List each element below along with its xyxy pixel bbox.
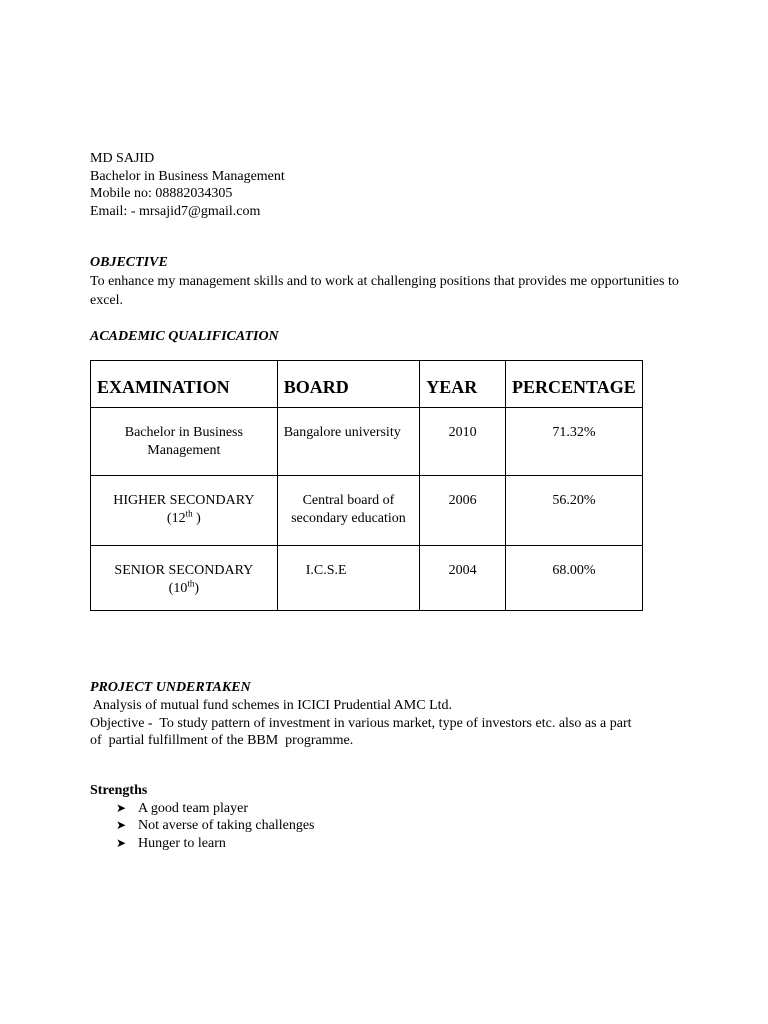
table-cell bbox=[420, 476, 506, 546]
column-header: BOARD bbox=[277, 361, 420, 408]
strengths-list bbox=[90, 800, 690, 853]
project-title: Analysis of mutual fund schemes in ICICI Prudential AMC Ltd. bbox=[90, 698, 453, 713]
objective-heading: OBJECTIVE bbox=[90, 255, 168, 270]
table-cell bbox=[506, 546, 643, 611]
table-cell bbox=[277, 476, 420, 546]
table-cell bbox=[277, 408, 420, 476]
table-row bbox=[91, 476, 643, 546]
board-name: Bangalore university bbox=[283, 425, 401, 440]
strength-text: Not averse of taking challenges bbox=[138, 818, 315, 833]
table-cell bbox=[420, 408, 506, 476]
objective-text: To enhance my management skills and to work at challenging positions that provides me opportunities to excel. bbox=[90, 274, 679, 308]
exam-year: 2004 bbox=[448, 563, 477, 578]
resume-page bbox=[90, 150, 690, 852]
exam-percentage: 68.00% bbox=[552, 563, 596, 578]
table-cell bbox=[277, 546, 420, 611]
board-name-cont: secondary education bbox=[291, 511, 406, 526]
objective-section bbox=[90, 254, 690, 310]
academic-table bbox=[90, 360, 643, 611]
board-name: I.C.S.E bbox=[305, 563, 347, 578]
exam-percentage: 71.32% bbox=[552, 425, 596, 440]
table-cell bbox=[91, 408, 278, 476]
project-objective-line2: of partial fulfillment of the BBM programme. bbox=[90, 733, 354, 748]
strengths-heading: Strengths bbox=[90, 782, 148, 798]
table-cell bbox=[506, 408, 643, 476]
list-item bbox=[116, 817, 690, 835]
exam-percentage: 56.20% bbox=[552, 493, 596, 508]
table-cell bbox=[91, 476, 278, 546]
arrowhead-bullet-icon: ➤ bbox=[116, 835, 127, 850]
ordinal-suffix: th bbox=[185, 508, 193, 519]
arrowhead-bullet-icon: ➤ bbox=[116, 818, 127, 832]
exam-name: HIGHER SECONDARY bbox=[113, 493, 255, 508]
exam-year: 2006 bbox=[448, 493, 477, 508]
table-row bbox=[91, 546, 643, 611]
exam-name: SENIOR SECONDARY bbox=[114, 563, 254, 578]
table-header-row bbox=[91, 361, 643, 408]
project-heading: PROJECT UNDERTAKEN bbox=[90, 680, 251, 695]
exam-grade-prefix: (10 bbox=[168, 581, 188, 596]
column-header: YEAR bbox=[420, 361, 506, 408]
exam-grade-suffix: ) bbox=[192, 511, 201, 526]
academic-heading: ACADEMIC QUALIFICATION bbox=[90, 329, 279, 344]
table-cell bbox=[91, 546, 278, 611]
strength-text: A good team player bbox=[138, 800, 249, 816]
list-item bbox=[116, 835, 690, 853]
table-cell bbox=[506, 476, 643, 546]
exam-name-cont: Management bbox=[147, 443, 221, 458]
column-header: PERCENTAGE bbox=[506, 361, 643, 408]
email-address: Email: - mrsajid7@gmail.com bbox=[90, 203, 261, 219]
exam-grade-suffix: ) bbox=[194, 581, 200, 596]
board-name: Central board of bbox=[302, 493, 395, 508]
candidate-name: MD SAJID bbox=[90, 151, 155, 166]
mobile-number: Mobile no: 08882034305 bbox=[90, 186, 233, 201]
table-cell bbox=[420, 546, 506, 611]
project-objective-line1: Objective - To study pattern of investment in various market, type of investors etc. also as a part bbox=[90, 715, 632, 731]
strength-text: Hunger to learn bbox=[138, 835, 226, 851]
exam-name: Bachelor in Business bbox=[124, 425, 243, 440]
column-header: EXAMINATION bbox=[91, 361, 278, 408]
table-row bbox=[91, 408, 643, 476]
exam-year: 2010 bbox=[448, 425, 477, 440]
academic-section bbox=[90, 328, 690, 611]
arrowhead-bullet-icon: ➤ bbox=[116, 800, 127, 815]
project-section bbox=[90, 679, 690, 750]
ordinal-suffix: th bbox=[187, 578, 195, 589]
candidate-degree: Bachelor in Business Management bbox=[90, 168, 285, 184]
list-item bbox=[116, 800, 690, 818]
contact-block bbox=[90, 150, 690, 220]
strengths-section bbox=[90, 782, 690, 853]
exam-grade-prefix: (12 bbox=[166, 511, 186, 526]
